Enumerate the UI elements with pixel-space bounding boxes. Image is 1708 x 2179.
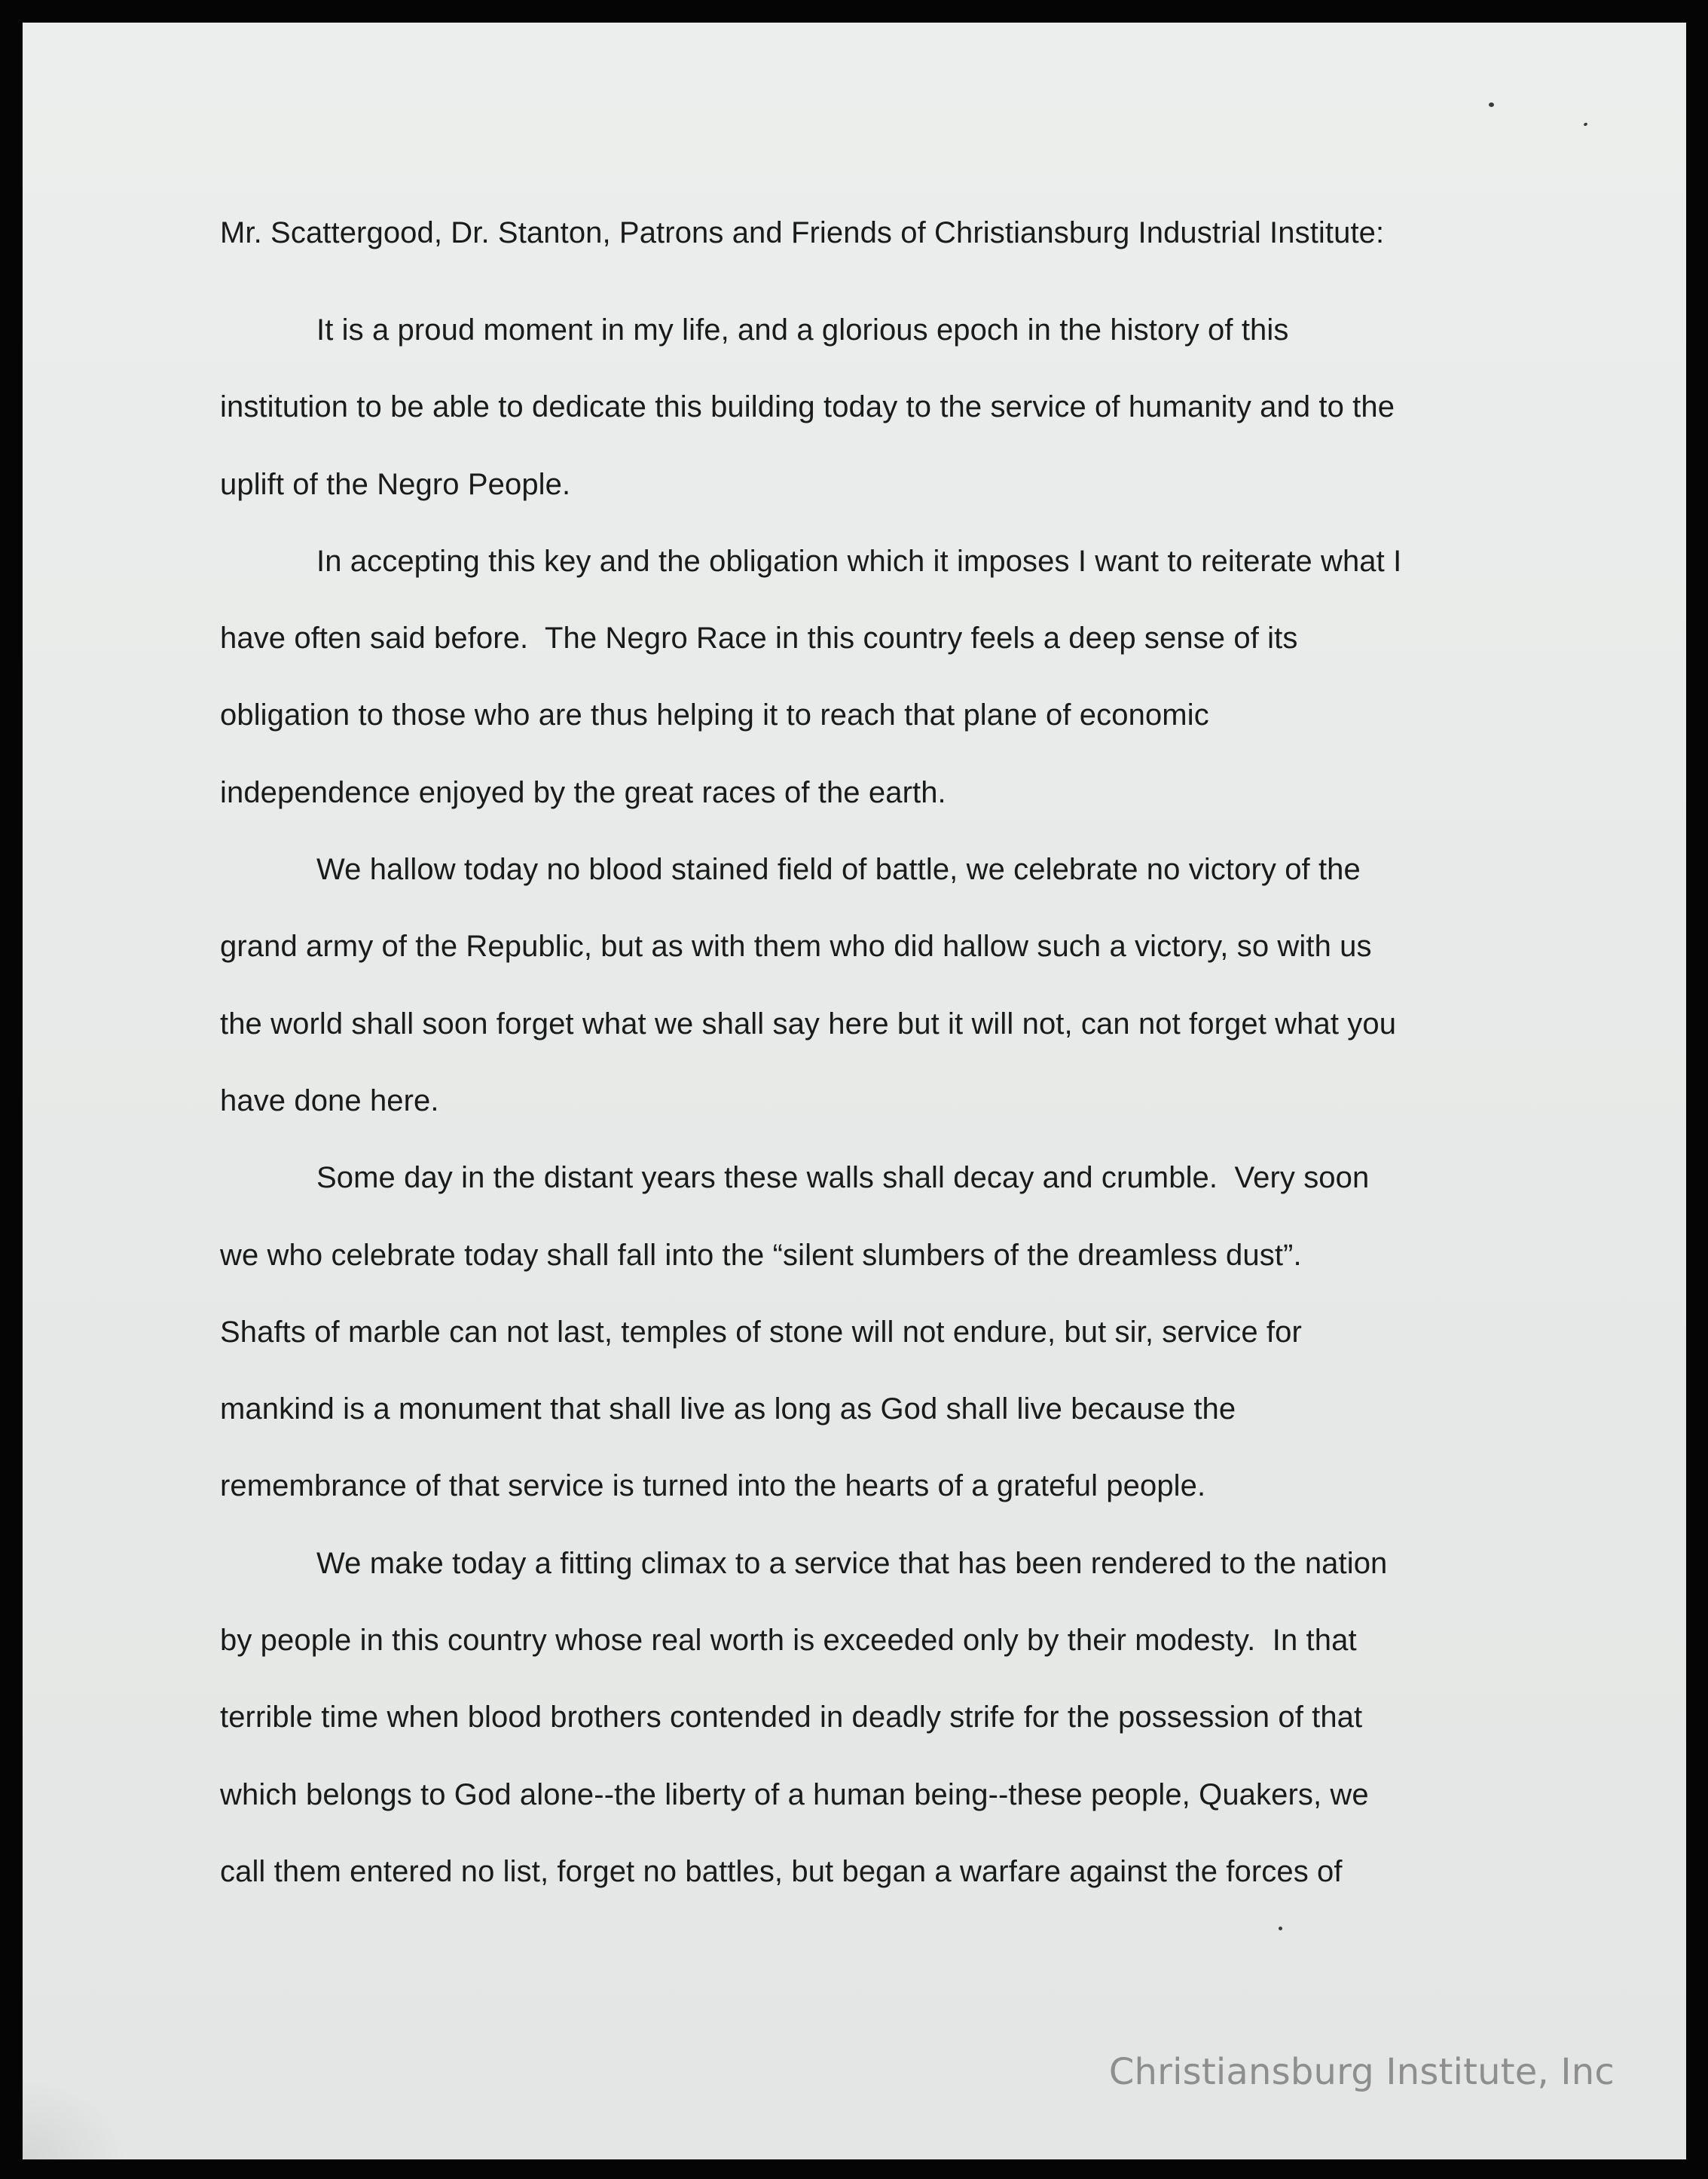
watermark-text: Christiansburg Institute, Inc (1108, 2051, 1615, 2093)
text-line: have done here. (220, 1083, 439, 1117)
paragraph-3 (220, 831, 1516, 1139)
text-line: remembrance of that service is turned into the hearts of a grateful people. (220, 1469, 1206, 1503)
text-line: by people in this country whose real worth is exceeded only by their modesty. In that (220, 1624, 1357, 1658)
salutation-line: Mr. Scattergood, Dr. Stanton, Patrons and Friends of Christiansburg Industrial Institute: (220, 216, 1385, 249)
text-line: Some day in the distant years these walls shall decay and crumble. Very soon (316, 1161, 1370, 1195)
paper-speck (1489, 102, 1494, 107)
text-line: call them entered no list, forget no battles, but began a warfare against the forces of (220, 1854, 1343, 1888)
text-line: terrible time when blood brothers contended in deadly strife for the possession of that (220, 1701, 1363, 1734)
page-corner-shading (23, 2077, 128, 2159)
text-line: we who celebrate today shall fall into the “silent slumbers of the dreamless dust”. (220, 1238, 1302, 1272)
text-line: which belongs to God alone--the liberty of a human being--these people, Quakers, we (220, 1777, 1369, 1811)
text-line: obligation to those who are thus helping it to reach that plane of economic (220, 698, 1209, 732)
paragraph-5 (220, 1525, 1516, 1910)
paragraph-2 (220, 523, 1516, 831)
text-line: independence enjoyed by the great races of the earth. (220, 775, 946, 809)
text-line: the world shall soon forget what we shall say here but it will not, can not forget what you (220, 1007, 1397, 1041)
paragraph-1 (220, 292, 1516, 523)
text-line: Shafts of marble can not last, temples of stone will not endure, but sir, service for (220, 1315, 1302, 1349)
paper-speck (1583, 122, 1587, 127)
document-page (23, 23, 1686, 2159)
text-line: have often said before. The Negro Race in this country feels a deep sense of its (220, 622, 1298, 656)
text-line: uplift of the Negro People. (220, 467, 571, 501)
paragraph-4 (220, 1139, 1516, 1524)
text-line: We make today a fitting climax to a service that has been rendered to the nation (316, 1546, 1388, 1580)
text-line: It is a proud moment in my life, and a glorious epoch in the history of this (316, 313, 1289, 347)
text-line: institution to be able to dedicate this building today to the service of humanity and to the (220, 390, 1395, 424)
text-line: mankind is a monument that shall live as long as God shall live because the (220, 1392, 1236, 1426)
text-line: In accepting this key and the obligation which it imposes I want to reiterate what I (316, 544, 1402, 578)
paper-speck (1279, 1927, 1282, 1930)
text-line: We hallow today no blood stained field of battle, we celebrate no victory of the (316, 853, 1361, 887)
text-line: grand army of the Republic, but as with them who did hallow such a victory, so with us (220, 930, 1372, 964)
body-paragraphs (220, 292, 1516, 1910)
